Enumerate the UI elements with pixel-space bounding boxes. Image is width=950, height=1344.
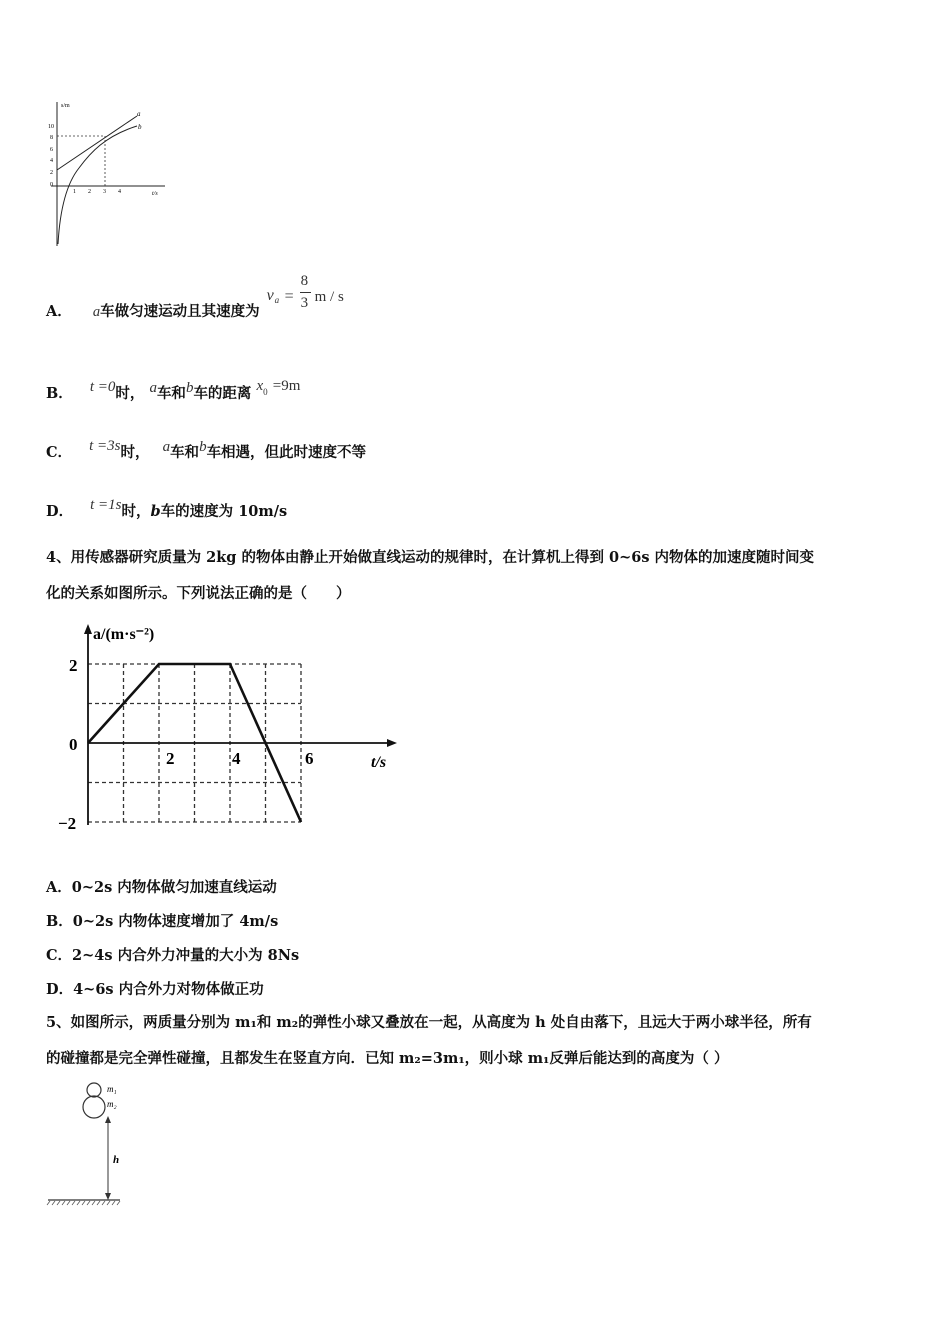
x-tick-label: 3 (103, 189, 106, 195)
falling-balls-figure (45, 1080, 185, 1210)
frac-den: 3 (300, 295, 309, 311)
y-tick-label: 4 (50, 158, 53, 164)
math-var: b (199, 439, 207, 455)
option-letter: C． (46, 444, 73, 461)
y-tick-label: 0 (50, 182, 53, 188)
x-value: =9m (272, 378, 301, 394)
height-arrow-top (105, 1116, 111, 1123)
label-m1: m₁ (107, 1084, 117, 1094)
and-text: 车和 (170, 444, 200, 461)
formula (265, 273, 355, 321)
formula-sub: a (274, 295, 280, 305)
q4-stem-line2: 化的关系如图所示。下列说法正确的是（ ） (46, 585, 351, 602)
math-var: a (92, 304, 101, 320)
unit: m / s (314, 289, 344, 305)
chart-x-tick: 2 (166, 749, 175, 768)
q4-option-c: C．2~4s 内合外力冲量的大小为 8Ns (46, 947, 300, 964)
when-text: 时， (115, 385, 145, 402)
ball-m1 (87, 1083, 101, 1097)
option-text: 车相遇，但此时速度不等 (206, 444, 367, 461)
q4-stem-line1: 4、用传感器研究质量为 2kg 的物体由静止开始做直线运动的规律时，在计算机上得到 0~6s 内物体的加速度随时间变 (46, 549, 815, 566)
option-letter: B． (46, 385, 73, 402)
q3-option-c (46, 438, 367, 462)
formula-eq: = (284, 288, 294, 305)
chart-y-tick: −2 (58, 814, 77, 833)
label-m2: m₂ (107, 1099, 117, 1109)
curve-a-label: a (137, 110, 141, 118)
condition: t =1s (90, 497, 122, 513)
q3-option-b (46, 378, 301, 403)
y-tick-label: 8 (50, 135, 53, 141)
chart-y-tick: 2 (69, 656, 78, 675)
y-tick-label: 10 (48, 124, 54, 130)
option-text: 车做匀速运动且其速度为 (100, 303, 260, 320)
curve-b (58, 126, 137, 244)
height-arrow-bottom (105, 1193, 111, 1200)
frac-bar (300, 292, 311, 293)
math-var: b (185, 380, 194, 396)
q5-stem (46, 1005, 906, 1077)
math-var: a (162, 439, 171, 455)
x-sub: 0 (263, 387, 268, 397)
frac-num: 8 (300, 273, 309, 289)
ground-hatch (47, 1201, 120, 1205)
y-axis-label: s/m (61, 103, 70, 109)
math-var: b (150, 503, 161, 520)
q4-option-b: B．0~2s 内物体速度增加了 4m/s (46, 913, 279, 930)
x-tick-label: 2 (88, 189, 91, 195)
q4-stem (46, 540, 906, 612)
x-symbol: x (256, 378, 264, 394)
x-axis-arrow (387, 739, 397, 747)
chart-x-label: t/s (371, 754, 387, 771)
chart-x-tick: 4 (232, 749, 241, 768)
chart-x-tick: 6 (305, 749, 314, 768)
cond-value: t =0 (89, 379, 116, 395)
option-text: 车的速度为 10m/s (160, 503, 288, 520)
x-tick-label: 1 (73, 189, 76, 195)
option-text: 车的距离 (193, 385, 252, 402)
q4-option-a: A．0~2s 内物体做匀加速直线运动 (46, 879, 277, 896)
condition (90, 379, 116, 395)
x-axis-label: t/s (152, 191, 158, 197)
q5-stem-line1: 5、如图所示，两质量分别为 m₁和 m₂的弹性小球又叠放在一起，从高度为 h 处自由落下，且远大于两小球半径，所有 (46, 1014, 812, 1031)
formula-lhs: v (266, 287, 274, 304)
option-letter: D． (46, 503, 74, 520)
option-letter: A． (46, 303, 72, 320)
when-text: 时， (121, 503, 151, 520)
chart-y-label: a/(m·s⁻²) (93, 626, 155, 643)
label-h: h (113, 1154, 120, 1166)
math-var: a (149, 380, 157, 396)
x-tick-label: 4 (118, 189, 121, 195)
curve-b-label: b (138, 123, 142, 131)
q3-option-a (46, 273, 355, 321)
when-text: 时， (120, 444, 150, 461)
y-tick-label: 6 (50, 147, 53, 153)
q5-stem-line2: 的碰撞都是完全弹性碰撞，且都发生在竖直方向．已知 m₂=3m₁，则小球 m₁反弹后能达到的高度为（ ） (46, 1050, 729, 1067)
ball-m2 (83, 1096, 105, 1118)
condition: t =3s (89, 438, 121, 454)
y-tick-label: 2 (50, 170, 53, 176)
line-a (57, 116, 137, 170)
s-t-graph (45, 98, 175, 248)
chart-y-tick: 0 (69, 735, 78, 754)
q4-option-d: D．4~6s 内合外力对物体做正功 (46, 981, 264, 998)
q3-option-d (46, 497, 288, 521)
a-t-chart (55, 615, 405, 840)
y-axis-arrow (84, 624, 92, 634)
and-text: 车和 (156, 385, 186, 402)
